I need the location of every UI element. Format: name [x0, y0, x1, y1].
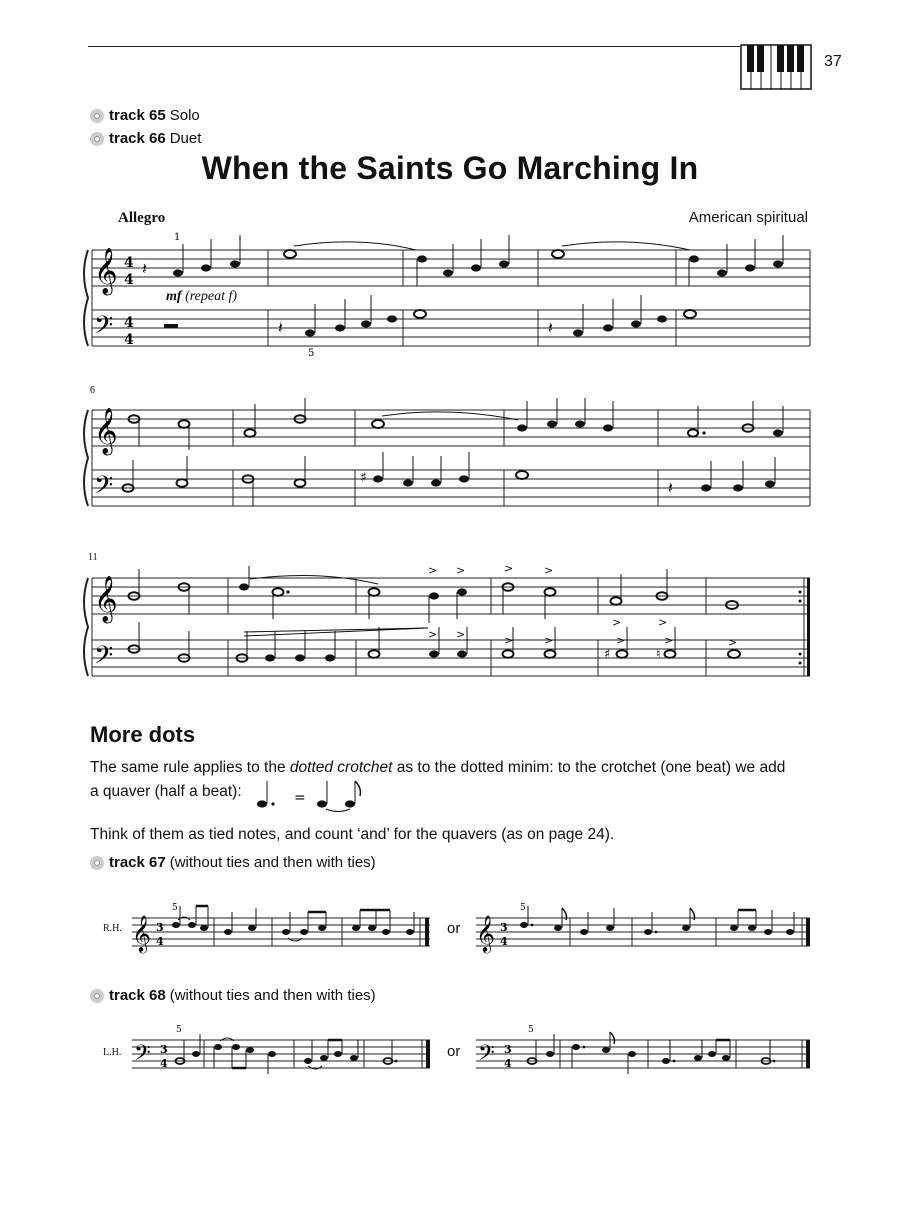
song-title: When the Saints Go Marching In	[201, 150, 699, 186]
composer: American spiritual	[688, 209, 808, 226]
para1-text-b: as to the dotted minim: to the crotchet (one beat) we add	[392, 759, 786, 776]
track-67-label: track 67	[109, 854, 166, 871]
svg-text:5: 5	[308, 348, 315, 358]
track-66-line	[90, 130, 201, 147]
svg-text:4: 4	[500, 935, 508, 948]
svg-text:>: >	[504, 566, 514, 575]
lh-exercise-without-ties	[132, 1024, 432, 1080]
paragraph-1	[90, 757, 820, 779]
svg-text:5: 5	[176, 1025, 182, 1035]
svg-text:>: >	[456, 628, 466, 641]
svg-text:>: >	[544, 566, 554, 577]
tempo-marking: Allegro	[118, 210, 166, 226]
svg-text:𝄢: 𝄢	[94, 311, 114, 346]
svg-text:𝄞: 𝄞	[94, 248, 118, 294]
svg-text:𝄢: 𝄢	[134, 1041, 151, 1071]
para1-text-a: The same rule applies to the	[90, 759, 290, 776]
svg-text:4: 4	[124, 315, 134, 331]
header-rule	[88, 46, 740, 47]
cd-icon	[90, 109, 104, 123]
svg-text:3: 3	[504, 1043, 512, 1056]
svg-text:𝄢: 𝄢	[94, 471, 114, 506]
svg-text:>: >	[456, 566, 466, 577]
rh-exercise-without-ties	[132, 902, 432, 958]
svg-text:𝄽: 𝄽	[548, 318, 553, 337]
svg-text:4: 4	[160, 1057, 168, 1070]
music-system-3	[78, 566, 818, 696]
svg-text:>: >	[612, 616, 622, 629]
svg-text:4: 4	[504, 1057, 512, 1070]
svg-text:4: 4	[124, 255, 134, 271]
svg-text:♯: ♯	[360, 470, 367, 486]
svg-text:♮: ♮	[656, 647, 661, 662]
cd-icon	[90, 989, 104, 1003]
track-68-label: track 68	[109, 987, 166, 1004]
paragraph-1-cont: a quaver (half a beat):	[90, 783, 242, 800]
rh-exercise-with-dots	[476, 902, 812, 958]
svg-text:>: >	[664, 634, 674, 647]
lh-label: L.H.	[103, 1047, 122, 1058]
page-number: 37	[824, 53, 842, 70]
svg-text:>: >	[616, 634, 626, 647]
svg-text:>: >	[544, 634, 554, 647]
svg-text:𝄽: 𝄽	[142, 259, 147, 278]
svg-text:5: 5	[520, 903, 526, 913]
svg-text:4: 4	[124, 272, 134, 288]
music-system-1	[78, 228, 818, 358]
section-heading: More dots	[90, 722, 196, 747]
measure-number-6: 6	[90, 385, 95, 396]
track-65-desc: Solo	[169, 107, 200, 124]
or-label-1: or	[447, 920, 461, 937]
equals-sign: =	[294, 790, 306, 806]
dotted-crotchet-equation	[254, 778, 364, 812]
svg-text:𝄞: 𝄞	[94, 576, 118, 622]
svg-text:𝄞: 𝄞	[94, 408, 118, 454]
svg-text:>: >	[428, 628, 438, 641]
rh-label: R.H.	[103, 923, 122, 934]
cd-icon	[90, 856, 104, 870]
track-67-line	[90, 854, 376, 871]
svg-text:1: 1	[174, 232, 181, 243]
cd-icon	[90, 132, 104, 146]
svg-text:♯: ♯	[604, 647, 611, 662]
track-67-desc: (without ties and then with ties)	[169, 854, 376, 871]
svg-text:>: >	[658, 616, 668, 629]
svg-text:4: 4	[156, 935, 164, 948]
svg-text:𝄢: 𝄢	[94, 641, 114, 676]
svg-text:3: 3	[500, 921, 508, 934]
track-66-label: track 66	[109, 130, 166, 147]
svg-text:𝄞: 𝄞	[476, 914, 495, 952]
svg-text:5: 5	[528, 1025, 534, 1035]
track-68-line	[90, 987, 376, 1004]
track-65-label: track 65	[109, 107, 166, 124]
svg-text:𝄽: 𝄽	[278, 318, 283, 337]
svg-text:>: >	[504, 634, 514, 647]
paragraph-2: Think of them as tied notes, and count ‘and’ for the quavers (as on page 24).	[90, 826, 615, 843]
dynamic-mf: mf	[166, 289, 182, 304]
or-label-2: or	[447, 1043, 461, 1060]
music-system-2	[78, 398, 818, 528]
time-sig-top: 3	[156, 921, 164, 934]
svg-text:𝄽: 𝄽	[668, 478, 673, 497]
measure-number-11: 11	[88, 552, 98, 563]
svg-text:𝄢: 𝄢	[478, 1041, 495, 1071]
lh-exercise-with-dots	[476, 1024, 812, 1080]
dynamic-repeat: (repeat f)	[185, 289, 238, 304]
svg-text:>: >	[728, 636, 738, 649]
svg-text:𝄞: 𝄞	[132, 914, 151, 952]
track-68-desc: (without ties and then with ties)	[169, 987, 376, 1004]
svg-text:5: 5	[172, 903, 178, 913]
piano-keyboard-icon	[740, 44, 812, 90]
svg-text:>: >	[428, 566, 438, 577]
svg-text:4: 4	[124, 332, 134, 348]
para1-emphasis: dotted crotchet	[289, 759, 393, 776]
track-66-desc: Duet	[169, 130, 202, 147]
svg-text:3: 3	[160, 1043, 168, 1056]
track-65-line	[90, 107, 200, 124]
